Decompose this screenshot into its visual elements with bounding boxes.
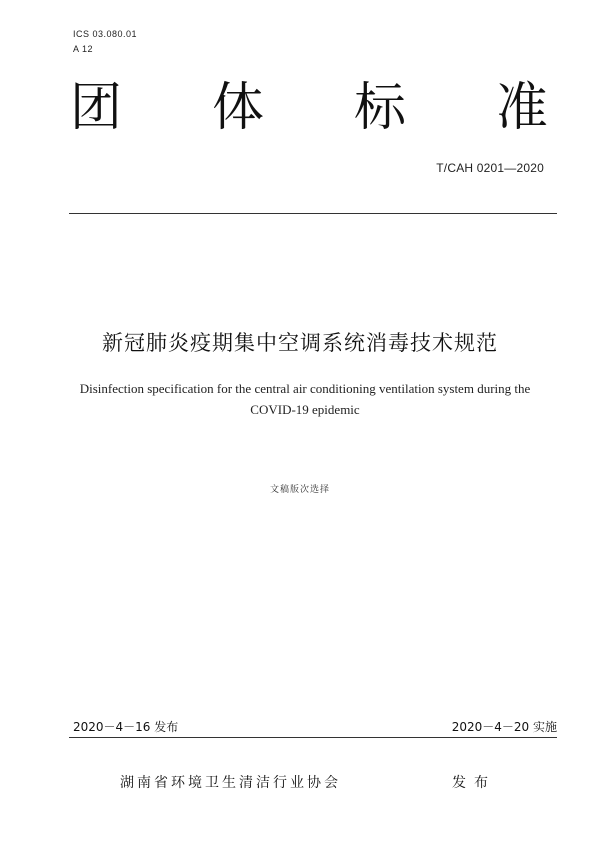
issue-date: 2020－4－16 发布: [73, 720, 179, 734]
draft-status: 文稿版次选择: [269, 485, 330, 495]
standard-number: T/CAH 0201—2020: [436, 161, 544, 175]
chinese-title: 新冠肺炎疫期集中空调系统消毒技术规范: [102, 331, 498, 355]
ics-code: ICS 03.080.01: [73, 29, 138, 39]
english-title: Disinfection specification for the central air conditioning ventilation system during the COVID-19 epidemic: [79, 381, 531, 417]
title-char-2: 体: [212, 78, 265, 138]
title-char-1: 团: [70, 78, 123, 138]
bottom-divider: [69, 737, 557, 738]
ccs-code: A 12: [73, 44, 94, 54]
title-char-3: 标: [354, 78, 407, 138]
top-divider: [69, 213, 557, 214]
publisher-name: 湖南省环境卫生清洁行业协会: [120, 775, 341, 791]
standard-type-title: [70, 78, 552, 138]
title-char-4: 准: [496, 78, 549, 138]
publish-label: 发布: [452, 775, 496, 791]
implementation-date: 2020－4－20 实施: [451, 720, 557, 734]
